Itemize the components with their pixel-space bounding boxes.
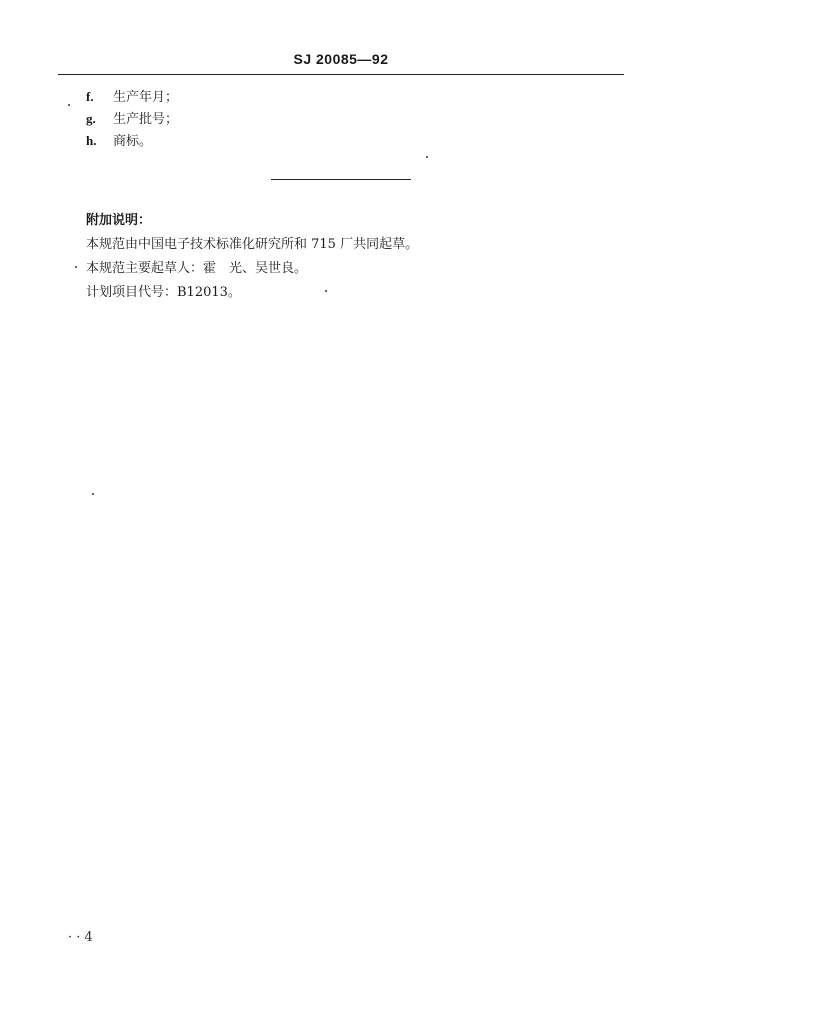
list-item xyxy=(86,86,178,108)
page-number: · · 4 xyxy=(68,930,93,945)
marking-list xyxy=(86,86,178,152)
page-header xyxy=(58,50,624,75)
scan-speck xyxy=(92,493,94,495)
additional-notes xyxy=(86,209,418,305)
item-text: 生产年月； xyxy=(113,90,179,105)
list-item xyxy=(86,108,178,130)
notes-heading: 附加说明： xyxy=(86,213,152,228)
scan-speck xyxy=(68,104,70,106)
section-end-rule xyxy=(271,179,411,180)
standard-number: SJ 20085—92 xyxy=(293,51,389,67)
drafters-note: 本规范主要起草人：霍 光、吴世良。 xyxy=(86,261,308,276)
project-code-note: 计划项目代号：B12013。 xyxy=(86,285,241,300)
item-text: 生产批号； xyxy=(113,112,179,127)
drafting-organization-note: 本规范由中国电子技术标准化研究所和 715 厂共同起草。 xyxy=(86,237,419,252)
scan-speck xyxy=(426,156,428,158)
scan-speck xyxy=(325,290,327,292)
item-letter: g. xyxy=(86,111,96,126)
scan-speck xyxy=(75,266,77,268)
item-letter: f. xyxy=(86,89,94,104)
list-item xyxy=(86,130,178,152)
item-letter: h. xyxy=(86,133,97,148)
item-text: 商标。 xyxy=(113,134,153,149)
